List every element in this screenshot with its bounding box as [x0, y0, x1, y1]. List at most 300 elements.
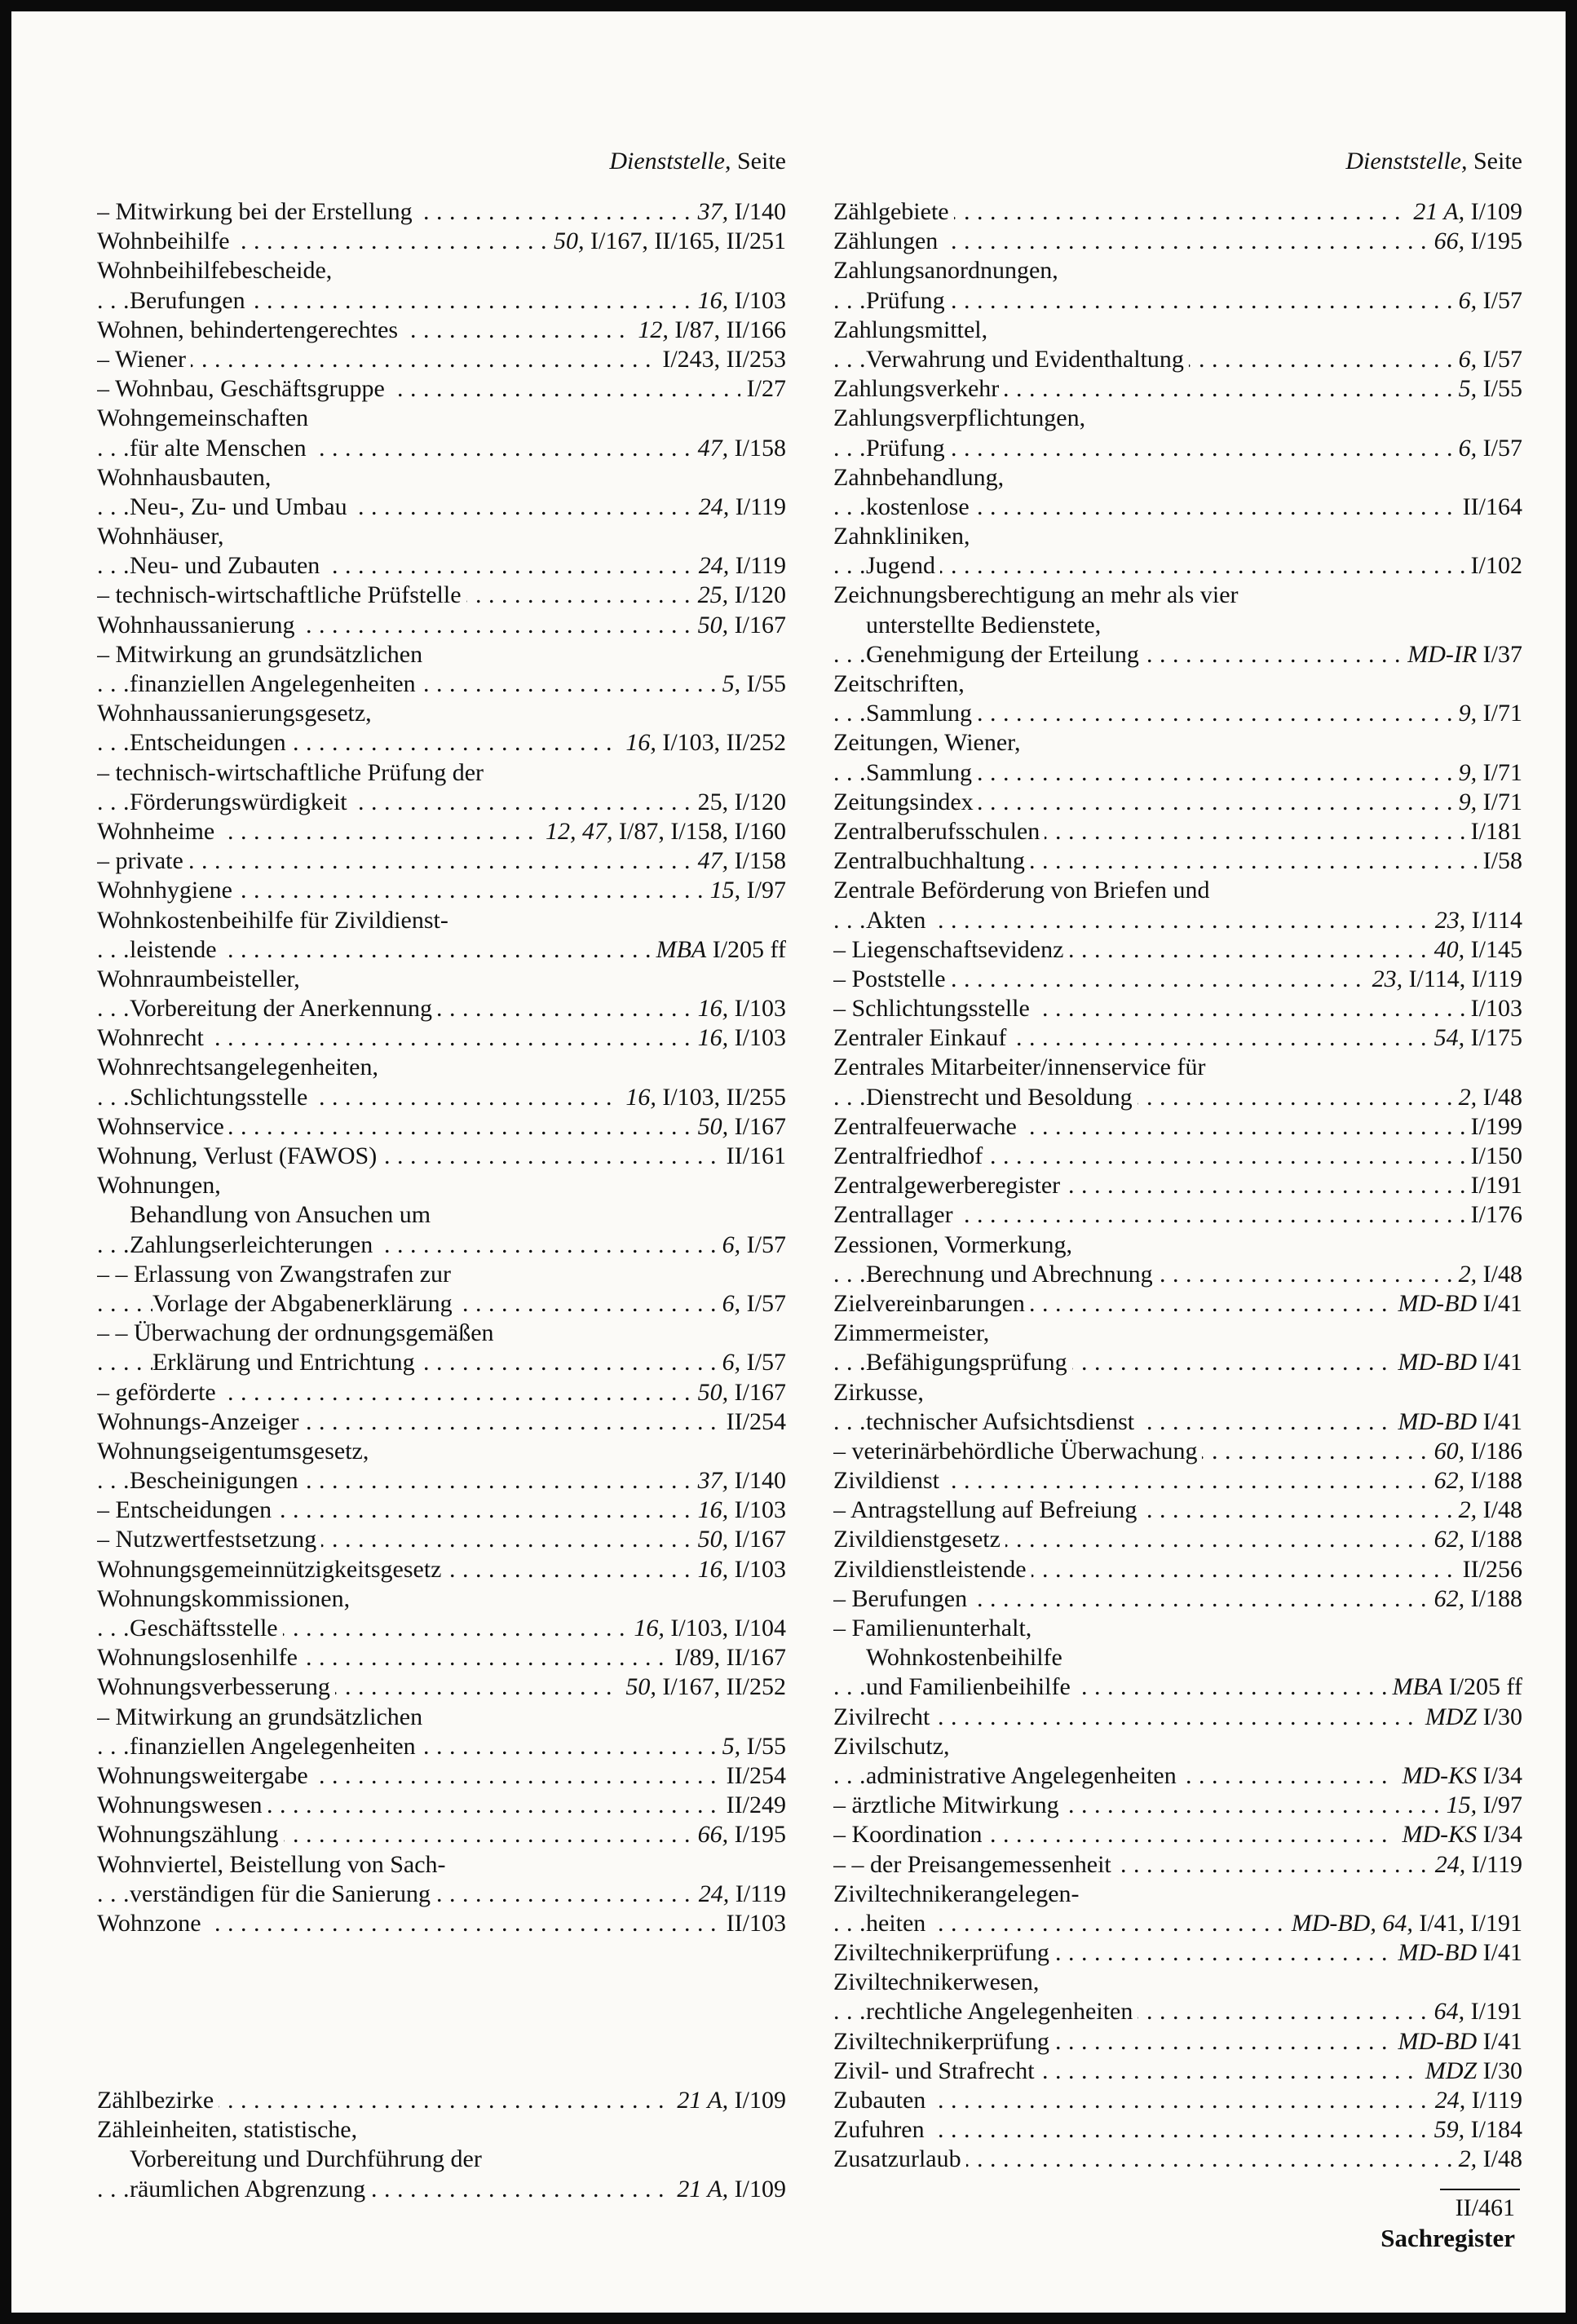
index-term: für alte Menschen — [130, 434, 311, 463]
index-reference — [1366, 965, 1522, 994]
reference-office: 50, — [697, 1378, 729, 1406]
reference-page: I/55 — [1477, 375, 1522, 403]
index-reference — [691, 1378, 786, 1407]
index-reference — [716, 1289, 786, 1319]
index-term: Zahnkliniken, — [833, 522, 974, 551]
index-term: – Familienunterhalt, — [833, 1614, 1036, 1643]
index-entry — [97, 699, 786, 728]
index-term: Wohnungsgemeinnützigkeitsgesetz — [97, 1555, 447, 1584]
reference-office: 24, — [698, 1880, 730, 1907]
index-reference — [716, 1348, 786, 1377]
reference-office: MD-BD — [1398, 2027, 1478, 2055]
reference-page: I/114 — [1465, 906, 1522, 934]
index-term: Wohnbeihilfe — [97, 227, 235, 256]
footer-rule — [1440, 2189, 1520, 2190]
reference-office: 16, — [625, 1083, 656, 1111]
reference-page: I/114, I/119 — [1403, 965, 1522, 992]
index-term: Wohnraumbeisteller, — [97, 965, 305, 994]
index-entry — [97, 1614, 786, 1643]
index-term: Wohnungs-Anzeiger — [97, 1407, 304, 1437]
index-reference — [1392, 1289, 1522, 1319]
index-entry — [833, 788, 1522, 817]
reference-page: I/97 — [1477, 1792, 1522, 1819]
reference-office: 47, — [697, 434, 729, 462]
reference-page: I/167 — [728, 1526, 786, 1553]
index-reference — [1428, 935, 1522, 965]
reference-office: 15, — [709, 877, 741, 904]
index-term: – Mitwirkung bei der Erstellung — [97, 197, 417, 227]
reference-page: I/167 — [728, 1112, 786, 1140]
index-reference — [691, 1023, 786, 1053]
reference-office: 6, — [1458, 286, 1478, 314]
reference-office: 24, — [698, 493, 730, 520]
index-entry — [97, 1200, 786, 1230]
index-entry — [97, 1319, 786, 1348]
column-header-label-italic: Dienststelle, — [1345, 148, 1468, 175]
index-reference — [716, 1230, 786, 1260]
index-term: Zimmermeister, — [833, 1319, 994, 1348]
index-entry — [97, 788, 786, 817]
index-term: Zivildienstleistende — [833, 1555, 1031, 1584]
index-term: Zivil- und Strafrecht — [833, 2057, 1040, 2086]
index-entry — [833, 1584, 1522, 1614]
index-entry — [833, 994, 1522, 1023]
index-term: Zentralberufsschulen — [833, 817, 1045, 846]
reference-page: I/48 — [1477, 1083, 1522, 1111]
index-term: – Wiener — [97, 345, 191, 374]
index-term: Zentralgewerberegister — [833, 1171, 1065, 1200]
reference-page: I/119 — [729, 1880, 786, 1907]
index-term: Behandlung von Ansuchen um — [130, 1200, 435, 1230]
index-reference — [656, 345, 786, 374]
index-entry — [833, 935, 1522, 965]
index-reference — [650, 935, 786, 965]
reference-page: I/120 — [728, 581, 786, 609]
reference-office: 47, — [697, 847, 729, 875]
reference-page: I/205 ff — [706, 935, 786, 963]
index-entry — [97, 1761, 786, 1791]
index-entry — [97, 1555, 786, 1584]
index-entry — [833, 1850, 1522, 1880]
reference-page: I/205 ff — [1442, 1673, 1522, 1701]
index-entry — [97, 286, 786, 316]
index-entry — [833, 374, 1522, 404]
reference-page: I/175 — [1464, 1024, 1522, 1052]
index-entry — [833, 1319, 1522, 1348]
reference-page: I/199 — [1470, 1112, 1522, 1140]
index-term: Zahlungsverkehr — [833, 374, 1004, 404]
reference-page: I/140 — [728, 198, 786, 225]
index-entry — [833, 846, 1522, 876]
reference-office: 6, — [1458, 434, 1478, 462]
index-reference — [1428, 227, 1522, 256]
index-term: Befähigungsprüfung — [866, 1348, 1072, 1377]
reference-office: 25, — [697, 581, 729, 609]
index-reference — [1428, 2115, 1522, 2145]
index-term: Zessionen, Vormerkung, — [833, 1230, 1077, 1260]
reference-office: 50, — [697, 611, 729, 638]
index-entry — [833, 1378, 1522, 1407]
index-term: Zeitschriften, — [833, 669, 970, 699]
index-term: Zahlungserleichterungen — [130, 1230, 378, 1260]
reference-office: MD-BD — [1398, 1349, 1478, 1376]
reference-office: MD-KS — [1402, 1761, 1478, 1789]
index-term: Zähleinheiten, statistische, — [97, 2115, 362, 2145]
index-entry — [97, 1732, 786, 1761]
index-term: – technisch-wirtschaftliche Prüfstelle — [97, 581, 466, 610]
index-reference — [1452, 1260, 1522, 1289]
index-reference — [740, 374, 786, 404]
reference-office: 66, — [697, 1821, 729, 1849]
index-entry — [833, 1230, 1522, 1260]
index-term: finanziellen Angelegenheiten — [130, 1732, 421, 1761]
index-entry — [97, 1407, 786, 1437]
index-term: Wohnungen, — [97, 1171, 226, 1200]
column-header — [97, 147, 786, 176]
reference-office: 24, — [698, 552, 730, 580]
index-entry — [833, 1555, 1522, 1584]
reference-page: I/181 — [1470, 817, 1522, 845]
index-term: Zentrale Beförderung von Briefen und — [833, 876, 1215, 905]
reference-office: 64, — [1433, 1998, 1465, 2026]
index-entry — [97, 316, 786, 345]
index-term: Wohnungszählung — [97, 1820, 284, 1849]
index-entry — [97, 2027, 786, 2057]
section-title: Sachregister — [1380, 2224, 1515, 2252]
reference-office: 62, — [1433, 1584, 1465, 1612]
index-term: kostenlose — [866, 493, 974, 522]
index-entry — [833, 1200, 1522, 1230]
reference-page: I/102 — [1470, 552, 1522, 580]
reference-page: I/119 — [1465, 2087, 1522, 2114]
reference-page: I/57 — [1477, 286, 1522, 314]
reference-page: I/103 — [728, 286, 786, 314]
index-term: Genehmigung der Erteilung — [866, 640, 1144, 669]
index-reference — [691, 581, 786, 610]
reference-office: 50, — [625, 1673, 656, 1701]
index-entry — [833, 197, 1522, 227]
index-entry — [833, 1289, 1522, 1319]
index-term: Wohnhaussanierungsgesetz, — [97, 699, 377, 728]
reference-office: 5, — [722, 1732, 741, 1760]
reference-page: I/188 — [1464, 1584, 1522, 1612]
index-reference — [1464, 1171, 1522, 1200]
reference-office: MD-KS — [1402, 1821, 1478, 1849]
index-term: Neu- und Zubauten — [130, 551, 325, 581]
index-reference — [1452, 699, 1522, 728]
index-term: Förderungswürdigkeit — [130, 788, 352, 817]
index-entry — [833, 1820, 1522, 1849]
index-term: Zentrallager — [833, 1200, 958, 1230]
index-entry — [97, 1703, 786, 1732]
index-reference — [691, 788, 786, 817]
reference-page: I/103 — [728, 1024, 786, 1052]
reference-page: I/71 — [1477, 788, 1522, 815]
index-reference — [692, 493, 786, 522]
index-reference — [1392, 1407, 1522, 1437]
reference-page: I/57 — [740, 1230, 786, 1258]
index-entry — [97, 2086, 786, 2115]
index-entry — [97, 1791, 786, 1820]
reference-page: II/249 — [726, 1792, 786, 1819]
index-reference — [1452, 345, 1522, 374]
index-entry — [97, 1142, 786, 1171]
index-entry — [833, 699, 1522, 728]
index-term: Zentralfriedhof — [833, 1142, 987, 1171]
index-reference — [1452, 1496, 1522, 1525]
reference-office: 40, — [1433, 935, 1465, 963]
index-entries-left — [97, 197, 786, 2204]
index-term: – – Erlassung von Zwangstrafen zur — [97, 1260, 456, 1289]
index-reference — [1428, 1466, 1522, 1496]
index-term: unterstellte Bedienstete, — [866, 611, 1106, 640]
index-entry — [97, 640, 786, 669]
reference-office: 6, — [1458, 345, 1478, 373]
index-reference — [1285, 1909, 1522, 1938]
index-entry — [833, 1614, 1522, 1643]
reference-office: 9, — [1458, 788, 1478, 815]
index-entry — [833, 1466, 1522, 1496]
column-header — [833, 147, 1522, 176]
reference-page: I/191 — [1470, 1172, 1522, 1200]
index-entry — [97, 197, 786, 227]
index-reference — [1428, 1525, 1522, 1554]
index-entry — [833, 256, 1522, 285]
reference-page: II/161 — [726, 1142, 786, 1169]
index-term: Zahlungsanordnungen, — [833, 256, 1063, 285]
index-entry — [97, 2115, 786, 2145]
index-term: Wohnkostenbeihilfe — [866, 1643, 1067, 1672]
index-reference — [691, 1525, 786, 1554]
index-reference — [1428, 1023, 1522, 1053]
reference-page: II/254 — [726, 1761, 786, 1789]
reference-page: I/195 — [1464, 228, 1522, 255]
index-entry — [97, 1289, 786, 1319]
index-reference — [539, 817, 786, 846]
reference-office: 5, — [722, 670, 741, 697]
index-reference — [1396, 1761, 1522, 1791]
reference-office: 15, — [1446, 1792, 1478, 1819]
index-entry — [97, 256, 786, 285]
reference-page: I/55 — [740, 670, 786, 697]
index-entry — [97, 1378, 786, 1407]
reference-office: 16, — [697, 995, 729, 1023]
index-entry — [97, 2145, 786, 2174]
index-entry — [833, 1023, 1522, 1053]
index-term: Wohnrechtsangelegenheiten, — [97, 1053, 383, 1082]
index-entry — [833, 1171, 1522, 1200]
reference-page: I/184 — [1464, 2116, 1522, 2144]
index-reference — [627, 1614, 786, 1643]
index-entry — [97, 1643, 786, 1672]
reference-office: MD-BD, 64, — [1291, 1909, 1413, 1937]
index-entry — [97, 404, 786, 433]
reference-office: 50, — [554, 228, 585, 255]
index-term: Ziviltechnikerprüfung — [833, 2027, 1054, 2057]
index-term: Wohnbeihilfebescheide, — [97, 256, 337, 285]
index-term: – Liegenschaftsevidenz — [833, 935, 1068, 965]
index-term: Zahlungsverpflichtungen, — [833, 404, 1090, 433]
reference-page: I/158 — [728, 847, 786, 875]
index-reference — [1428, 1997, 1522, 2026]
index-entry — [833, 1407, 1522, 1437]
reference-page: I/109 — [728, 2087, 786, 2114]
index-reference — [1456, 493, 1522, 522]
index-term: Schlichtungsstelle — [130, 1083, 312, 1112]
index-entry — [97, 551, 786, 581]
reference-office: 16, — [697, 1555, 729, 1583]
index-entry — [833, 1437, 1522, 1466]
index-entry — [97, 1968, 786, 1997]
index-reference — [619, 1672, 786, 1702]
reference-office: 21 A, — [677, 2087, 729, 2114]
reference-page: I/30 — [1477, 2057, 1522, 2084]
reference-office: 21 A, — [677, 2175, 729, 2202]
index-term: Zeitungsindex — [833, 788, 978, 817]
index-entry — [97, 611, 786, 640]
index-reference — [1452, 758, 1522, 788]
index-entry — [833, 1791, 1522, 1820]
reference-page: I/55 — [740, 1732, 786, 1760]
index-reference — [631, 316, 786, 345]
index-entry — [833, 1348, 1522, 1377]
index-entry — [833, 463, 1522, 493]
index-entry — [833, 906, 1522, 935]
index-reference — [691, 1112, 786, 1142]
index-entry — [97, 1584, 786, 1614]
reference-office: 60, — [1433, 1437, 1465, 1465]
index-term: Wohnhaussanierung — [97, 611, 300, 640]
index-reference — [1464, 994, 1522, 1023]
index-entry — [833, 2086, 1522, 2115]
index-entry — [97, 1938, 786, 1968]
index-term: Zivildienst — [833, 1466, 944, 1496]
reference-page: I/176 — [1470, 1201, 1522, 1229]
index-term: Wohnservice — [97, 1112, 229, 1142]
index-term: Entscheidungen — [130, 728, 291, 758]
index-term: Vorbereitung der Anerkennung — [130, 994, 437, 1023]
index-reference — [1396, 1820, 1522, 1849]
reference-office: MD-BD — [1398, 1939, 1478, 1967]
index-reference — [720, 1761, 786, 1791]
index-entry — [833, 551, 1522, 581]
index-entry — [833, 522, 1522, 551]
reference-office: 62, — [1433, 1467, 1465, 1495]
reference-page: I/188 — [1464, 1467, 1522, 1495]
index-entry — [97, 1437, 786, 1466]
index-entry — [833, 345, 1522, 374]
index-reference — [1429, 906, 1522, 935]
reference-office: 2, — [1458, 2145, 1478, 2173]
index-term: Wohnhausbauten, — [97, 463, 276, 493]
reference-office: 24, — [1434, 1850, 1466, 1878]
index-entry — [833, 1703, 1522, 1732]
reference-page: I/71 — [1477, 700, 1522, 727]
index-reference — [692, 551, 786, 581]
index-term: Jugend — [866, 551, 940, 581]
index-term: – Koordination — [833, 1820, 987, 1849]
reference-page: I/150 — [1470, 1142, 1522, 1169]
index-entry — [833, 1083, 1522, 1112]
index-term: – Entscheidungen — [97, 1496, 276, 1525]
index-entry — [97, 669, 786, 699]
index-term: administrative Angelegenheiten — [866, 1761, 1182, 1791]
reference-page: I/195 — [728, 1821, 786, 1849]
index-term: Zählbezirke — [97, 2086, 219, 2115]
index-term: Zählgebiete — [833, 197, 954, 227]
index-entry — [833, 1880, 1522, 1909]
index-term: verständigen für die Sanierung — [130, 1880, 435, 1909]
reference-office: 2, — [1458, 1083, 1478, 1111]
index-term: Geschäftsstelle — [130, 1614, 283, 1643]
reference-page: I/103, I/104 — [664, 1615, 786, 1641]
index-entry — [833, 2027, 1522, 2057]
index-term: Wohngemeinschaften — [97, 404, 313, 433]
reference-page: I/58 — [1482, 847, 1522, 875]
index-term: Wohnungswesen — [97, 1791, 267, 1820]
index-reference — [691, 994, 786, 1023]
reference-office: 2, — [1458, 1496, 1478, 1524]
index-term: Wohnviertel, Beistellung von Sach- — [97, 1850, 451, 1880]
index-term: Wohnkostenbeihilfe für Zivildienst- — [97, 906, 453, 935]
index-term: Ziviltechnikerprüfung — [833, 1938, 1054, 1968]
index-reference — [1464, 1200, 1522, 1230]
index-entry — [833, 611, 1522, 640]
index-reference — [720, 1791, 786, 1820]
index-entry — [97, 434, 786, 463]
index-reference — [1386, 1672, 1522, 1702]
index-reference — [1452, 788, 1522, 817]
reference-page: II/103 — [726, 1909, 786, 1937]
index-reference — [691, 1496, 786, 1525]
reference-page: I/57 — [740, 1289, 786, 1317]
reference-page: I/167, II/252 — [656, 1673, 786, 1701]
index-entry — [833, 1997, 1522, 2026]
reference-page: I/103 — [728, 1496, 786, 1524]
index-reference — [1392, 1348, 1522, 1377]
reference-page: I/109 — [1464, 198, 1522, 225]
reference-page: I/37 — [1477, 640, 1522, 668]
index-reference — [1392, 1938, 1522, 1968]
reference-office: 16, — [634, 1615, 665, 1641]
reference-page: I/243, II/253 — [662, 345, 786, 373]
index-reference — [1452, 434, 1522, 463]
index-term: – Antragstellung auf Befreiung — [833, 1496, 1142, 1525]
index-entry — [97, 935, 786, 965]
index-entry — [833, 1938, 1522, 1968]
index-term: Wohnhygiene — [97, 876, 237, 905]
reference-office: 2, — [1458, 1260, 1478, 1288]
reference-page: I/103, II/252 — [656, 729, 786, 757]
index-reference — [691, 1466, 786, 1496]
index-term: Zivildienstgesetz — [833, 1525, 1005, 1554]
index-entry — [97, 728, 786, 758]
index-entry — [833, 286, 1522, 316]
reference-page: I/119 — [729, 552, 786, 580]
index-reference — [1428, 1584, 1522, 1614]
reference-page: I/97 — [740, 877, 786, 904]
index-reference — [716, 669, 786, 699]
index-term: Zahnbehandlung, — [833, 463, 1009, 493]
index-reference — [619, 1083, 786, 1112]
index-term: Zubauten — [833, 2086, 930, 2115]
reference-office: 6, — [722, 1230, 741, 1258]
reference-page: I/109 — [728, 2175, 786, 2202]
reference-page: I/71 — [1477, 758, 1522, 786]
index-term: Zufuhren — [833, 2115, 930, 2145]
index-reference — [1429, 2086, 1522, 2115]
reference-page: I/48 — [1477, 1496, 1522, 1524]
